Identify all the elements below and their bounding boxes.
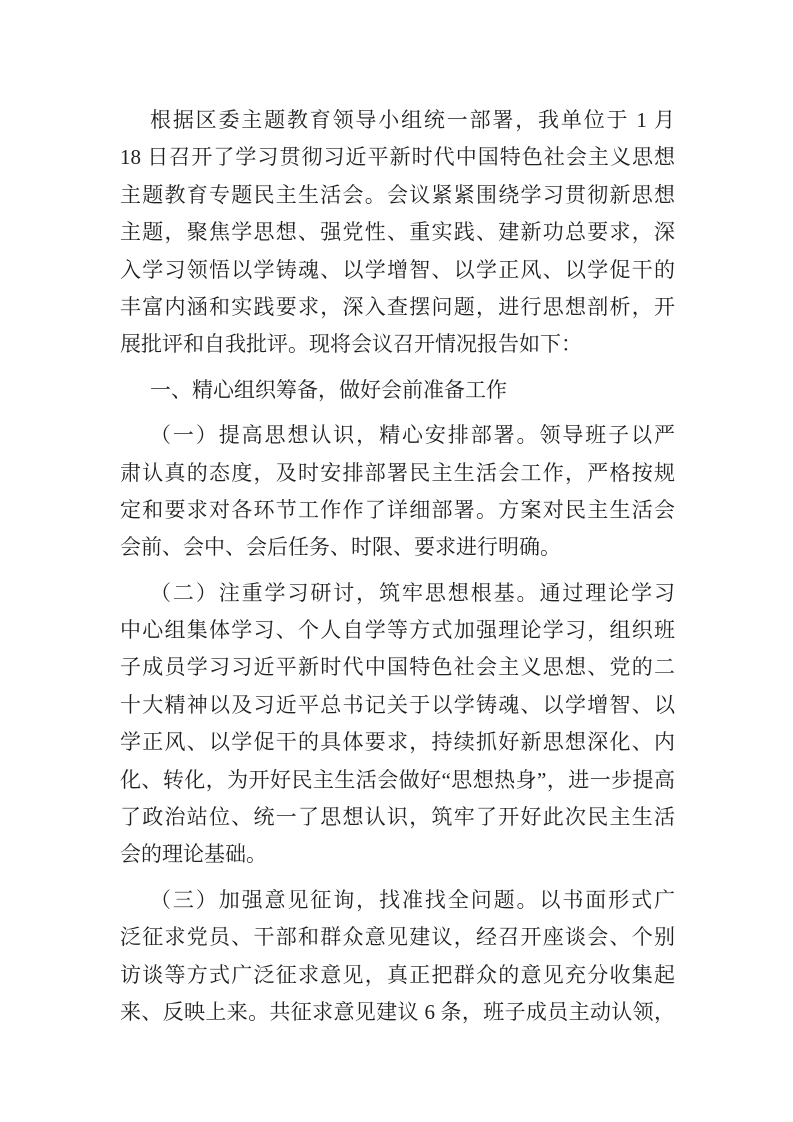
text-line: 主题教育专题民主生活会。会议紧紧围绕学习贯彻新思想 bbox=[120, 182, 675, 207]
text-line: （一）提高思想认识，精心安排部署。领导班子以严 bbox=[150, 423, 675, 448]
paragraph bbox=[120, 882, 675, 1032]
text-line: （三）加强意见征询，找准找全问题。以书面形式广 bbox=[150, 887, 675, 912]
text-line: 十大精神以及习近平总书记关于以学铸魂、以学增智、以 bbox=[120, 692, 675, 717]
paragraph bbox=[120, 575, 675, 874]
paragraph bbox=[120, 102, 675, 364]
text-line: 入学习领悟以学铸魂、以学增智、以学正风、以学促干的 bbox=[120, 257, 675, 282]
text-line: 丰富内涵和实践要求，深入查摆问题，进行思想剖析，开 bbox=[120, 294, 675, 319]
text-line: 根据区委主题教育领导小组统一部署，我单位于 1 月 bbox=[150, 108, 675, 132]
text-line: 中心组集体学习、个人自学等方式加强理论学习，组织班 bbox=[120, 618, 675, 643]
text-line: 来、反映上来。共征求意见建议 6 条，班子成员主动认领， bbox=[120, 999, 675, 1024]
document-text bbox=[120, 102, 675, 1039]
text-line: 会前、会中、会后任务、时限、要求进行明确。 bbox=[120, 535, 561, 560]
text-line: 学正风、以学促干的具体要求，持续抓好新思想深化、内 bbox=[120, 730, 675, 755]
text-line: 一、精心组织筹备，做好会前准备工作 bbox=[150, 377, 507, 402]
text-line: 了政治站位、统一了思想认识，筑牢了开好此次民主生活 bbox=[120, 805, 675, 830]
text-line: 主题，聚焦学思想、强党性、重实践、建新功总要求，深 bbox=[120, 220, 675, 245]
text-line: 子成员学习习近平新时代中国特色社会主义思想、党的二 bbox=[120, 655, 675, 680]
paragraph bbox=[120, 417, 675, 567]
text-line: 访谈等方式广泛征求意见，真正把群众的意见充分收集起 bbox=[120, 962, 675, 987]
text-line: 泛征求党员、干部和群众意见建议，经召开座谈会、个别 bbox=[120, 925, 675, 950]
text-line: 肃认真的态度，及时安排部署民主生活会工作，严格按规 bbox=[120, 460, 675, 485]
text-line: 会的理论基础。 bbox=[120, 842, 267, 867]
section-heading bbox=[120, 372, 675, 409]
text-line: （二）注重学习研讨，筑牢思想根基。通过理论学习 bbox=[150, 580, 675, 605]
text-line: 定和要求对各环节工作作了详细部署。方案对民主生活会 bbox=[120, 497, 675, 522]
text-line: 展批评和自我批评。现将会议召开情况报告如下： bbox=[120, 332, 582, 357]
text-line: 化、转化，为开好民主生活会做好“思想热身”，进一步提高 bbox=[120, 767, 675, 792]
text-line: 18 日召开了学习贯彻习近平新时代中国特色社会主义思想 bbox=[120, 145, 675, 170]
